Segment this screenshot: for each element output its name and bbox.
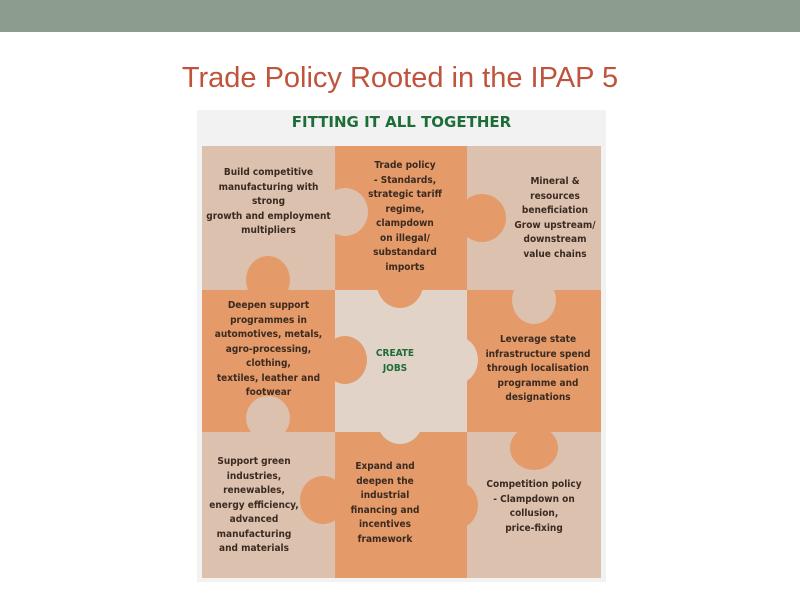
piece-text-middle-right: Leverage state infrastructure spend through localisation programme and designations — [485, 334, 591, 403]
puzzle-tab — [246, 396, 290, 440]
figure-heading: FITTING IT ALL TOGETHER — [291, 113, 512, 131]
puzzle-tab — [434, 481, 478, 529]
puzzle-tab — [510, 426, 558, 470]
piece-text-bottom-right: Competition policy - Clampdown on collusion, price-fixing — [486, 479, 582, 534]
piece-text-top-left: Build competitive manufacturing with strong growth and employment multipliers — [206, 167, 331, 236]
puzzle-tab — [512, 276, 556, 324]
piece-text-middle-left: Deepen support programmes in automotives, metals, agro-processing, clothing, textiles, leather and footwear — [214, 300, 323, 398]
puzzle-tab — [434, 336, 478, 384]
piece-text-top-right: Mineral & resources beneficiation Grow upstream/ downstream value chains — [514, 176, 596, 260]
piece-text-top-center: Trade policy - Standards, strategic tariff regime, clampdown on illegal/ substandard imports — [368, 160, 442, 273]
piece-text-center: CREATE JOBS — [375, 348, 415, 374]
piece-text-bottom-center: Expand and deepen the industrial financing and incentives framework — [350, 461, 420, 545]
slide-title: Trade Policy Rooted in the IPAP 5 — [181, 62, 619, 94]
puzzle-tab — [377, 396, 423, 444]
puzzle-tab — [246, 256, 290, 304]
puzzle-tab — [458, 194, 506, 242]
piece-text-bottom-left: Support green industries, renewables, energy efficiency, advanced manufacturing and materials — [209, 456, 299, 554]
